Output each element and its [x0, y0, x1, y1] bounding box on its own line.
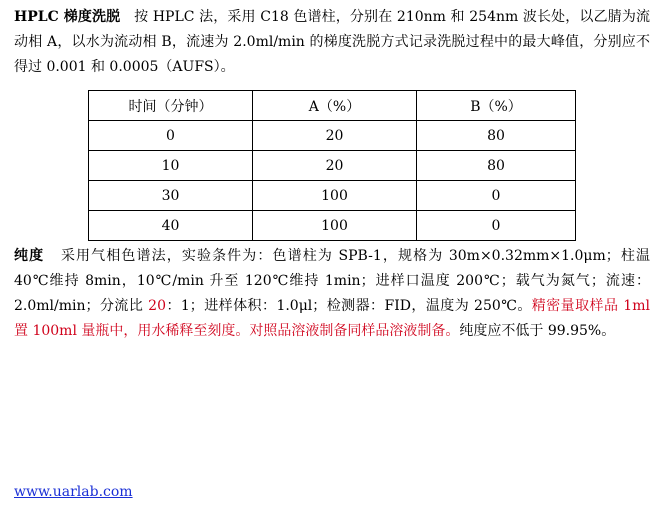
table-row — [89, 181, 576, 211]
purity-heading: 纯度 — [14, 248, 45, 264]
sample-prep-text: 精密量取样品 1ml 置 100ml 量瓶中，用水稀释至刻度。对照品溶液制备同样品溶液制备。 — [14, 298, 650, 339]
table-row — [89, 211, 576, 241]
cell-b: 80 — [417, 151, 576, 181]
split-ratio-value: 20 — [148, 298, 166, 314]
cell-b: 80 — [417, 121, 576, 151]
hplc-paragraph — [14, 5, 650, 80]
cell-a: 100 — [253, 181, 417, 211]
cell-time: 40 — [89, 211, 253, 241]
cell-a: 100 — [253, 211, 417, 241]
cell-b: 0 — [417, 211, 576, 241]
cell-a: 20 — [253, 121, 417, 151]
table-row — [89, 151, 576, 181]
purity-paragraph — [14, 244, 650, 344]
header-time: 时间（分钟） — [89, 91, 253, 121]
cell-time: 10 — [89, 151, 253, 181]
purity-text-3: 纯度应不低于 99.95%。 — [459, 323, 616, 339]
table-row — [89, 121, 576, 151]
cell-time: 30 — [89, 181, 253, 211]
cell-a: 20 — [253, 151, 417, 181]
header-a: A（%） — [253, 91, 417, 121]
purity-text-1: 采用气相色谱法，实验条件为：色谱柱为 SPB-1，规格为 30m×0.32mm×1.0μm；柱温 40℃维持 8min，10℃/min 升至 120℃维持 1min；进样口温度 200℃；载气为氮气；流速：2.0ml/min；分流比 — [14, 248, 651, 314]
purity-text-2: ：1；进样体积：1.0μl；检测器：FID，温度为 250℃。 — [166, 298, 532, 314]
table-header-row — [89, 91, 576, 121]
cell-time: 0 — [89, 121, 253, 151]
cell-b: 0 — [417, 181, 576, 211]
hplc-heading: HPLC 梯度洗脱 — [14, 9, 121, 25]
header-b: B（%） — [417, 91, 576, 121]
website-link[interactable]: www.uarlab.com — [14, 484, 133, 500]
gradient-table — [88, 90, 576, 241]
hplc-text: 按 HPLC 法，采用 C18 色谱柱，分别在 210nm 和 254nm 波长处，以乙腈为流动相 A，以水为流动相 B，流速为 2.0ml/min 的梯度洗脱方式记录洗脱过程中的最大峰值，分别应不得过 0.001 和 0.0005（AUFS）。 — [14, 9, 650, 75]
